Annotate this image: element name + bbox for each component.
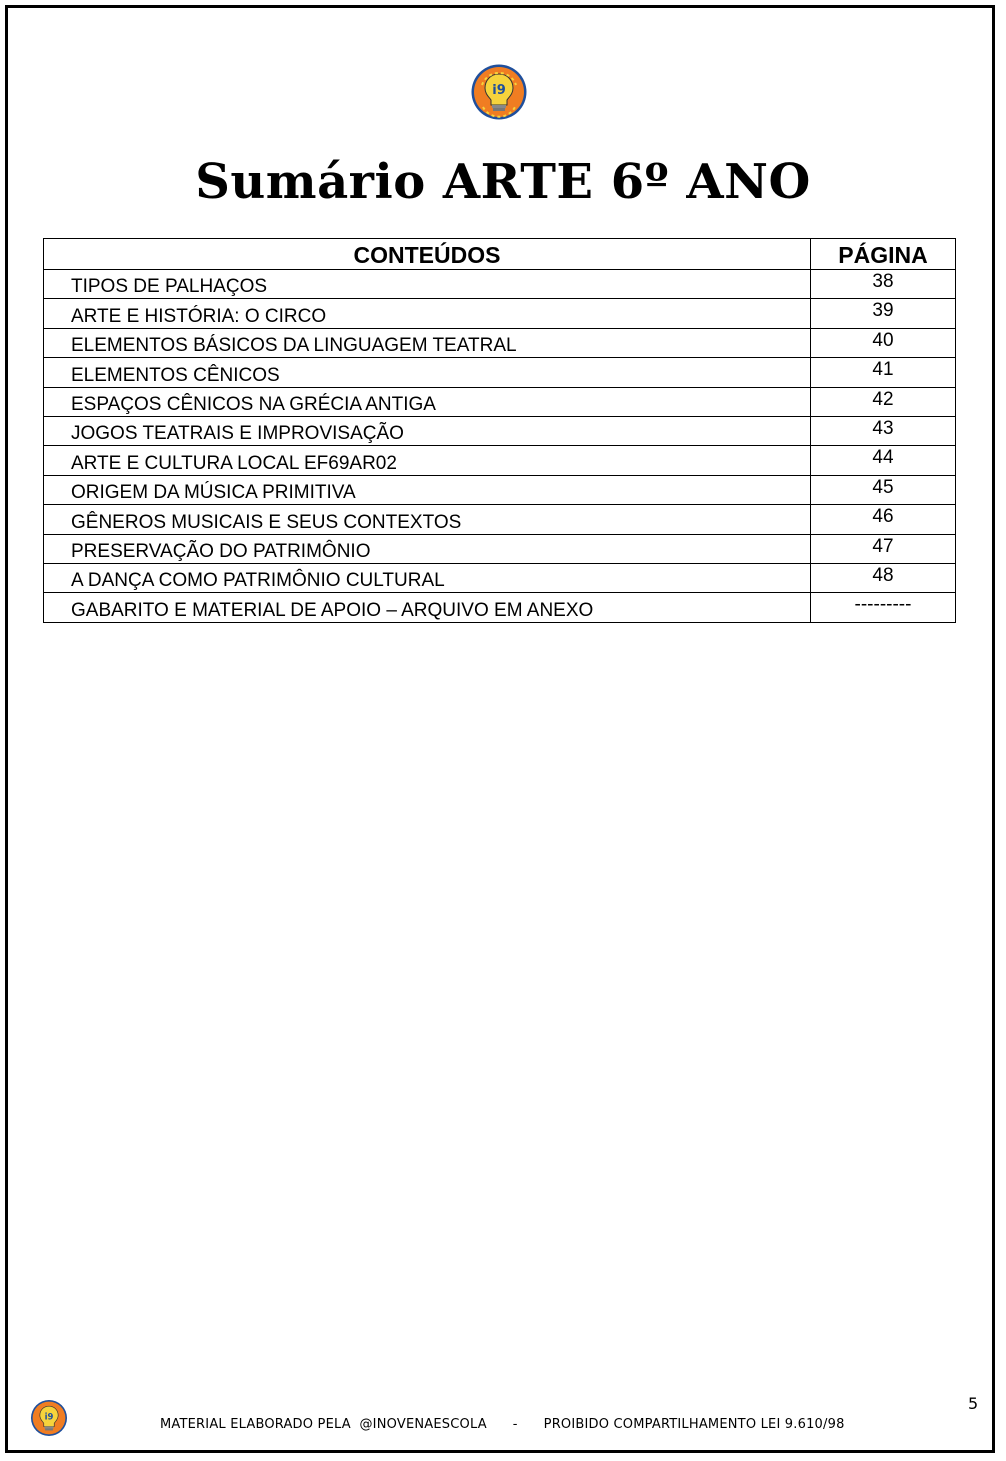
row-content: TIPOS DE PALHAÇOS <box>44 270 811 299</box>
row-content: A DANÇA COMO PATRIMÔNIO CULTURAL <box>44 563 811 592</box>
table-header-row <box>44 239 956 270</box>
row-page: 46 <box>811 505 956 534</box>
svg-text:i9: i9 <box>492 83 506 98</box>
table-row <box>44 593 956 622</box>
row-content: ARTE E CULTURA LOCAL EF69AR02 <box>44 446 811 475</box>
lightbulb-i9-logo-icon <box>470 63 528 121</box>
table-of-contents <box>43 238 956 623</box>
svg-text:i9: i9 <box>44 1412 54 1423</box>
table-row <box>44 270 956 299</box>
row-page: 41 <box>811 358 956 387</box>
row-content: ARTE E HISTÓRIA: O CIRCO <box>44 299 811 328</box>
table-row <box>44 446 956 475</box>
table-row <box>44 505 956 534</box>
header-page: PÁGINA <box>811 239 956 270</box>
table-row <box>44 475 956 504</box>
table-row <box>44 387 956 416</box>
row-content: GÊNEROS MUSICAIS E SEUS CONTEXTOS <box>44 505 811 534</box>
table-row <box>44 328 956 357</box>
table-row <box>44 358 956 387</box>
row-page: 39 <box>811 299 956 328</box>
table-row <box>44 299 956 328</box>
row-page: 48 <box>811 563 956 592</box>
row-page: 44 <box>811 446 956 475</box>
row-content: ESPAÇOS CÊNICOS NA GRÉCIA ANTIGA <box>44 387 811 416</box>
row-page: 43 <box>811 416 956 445</box>
row-page: --------- <box>811 593 956 622</box>
row-content: ORIGEM DA MÚSICA PRIMITIVA <box>44 475 811 504</box>
row-content: ELEMENTOS BÁSICOS DA LINGUAGEM TEATRAL <box>44 328 811 357</box>
row-page: 40 <box>811 328 956 357</box>
header-content: CONTEÚDOS <box>44 239 811 270</box>
table-row <box>44 534 956 563</box>
row-page: 45 <box>811 475 956 504</box>
row-content: GABARITO E MATERIAL DE APOIO – ARQUIVO EM ANEXO <box>44 593 811 622</box>
table-row <box>44 416 956 445</box>
row-content: ELEMENTOS CÊNICOS <box>44 358 811 387</box>
row-page: 42 <box>811 387 956 416</box>
row-content: PRESERVAÇÃO DO PATRIMÔNIO <box>44 534 811 563</box>
page-title: Sumário ARTE 6º ANO <box>195 154 811 210</box>
row-content: JOGOS TEATRAIS E IMPROVISAÇÃO <box>44 416 811 445</box>
table-row <box>44 563 956 592</box>
footer-logo-icon <box>30 1399 68 1437</box>
page-border <box>5 5 995 1453</box>
page-number: 5 <box>968 1394 979 1413</box>
row-page: 38 <box>811 270 956 299</box>
footer-text: MATERIAL ELABORADO PELA @INOVENAESCOLA - PROIBIDO COMPARTILHAMENTO LEI 9.610/98 <box>160 1417 845 1432</box>
row-page: 47 <box>811 534 956 563</box>
